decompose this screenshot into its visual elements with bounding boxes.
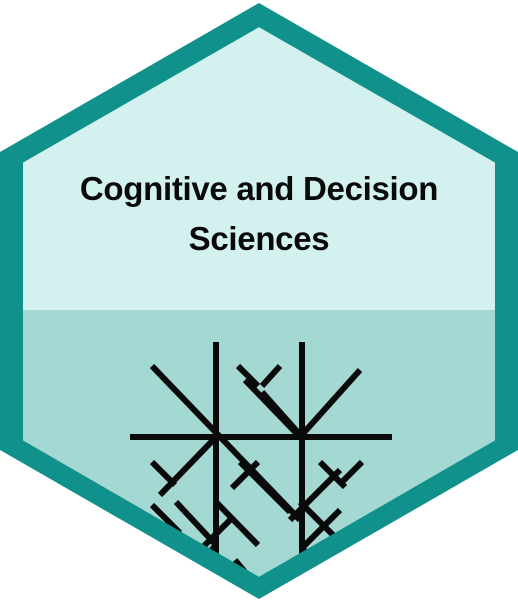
- badge-title: [40, 164, 478, 264]
- badge-title-line2: Sciences: [188, 220, 330, 257]
- hex-bottom-fill: [0, 310, 518, 600]
- badge-title-line1: Cognitive and Decision: [79, 170, 439, 207]
